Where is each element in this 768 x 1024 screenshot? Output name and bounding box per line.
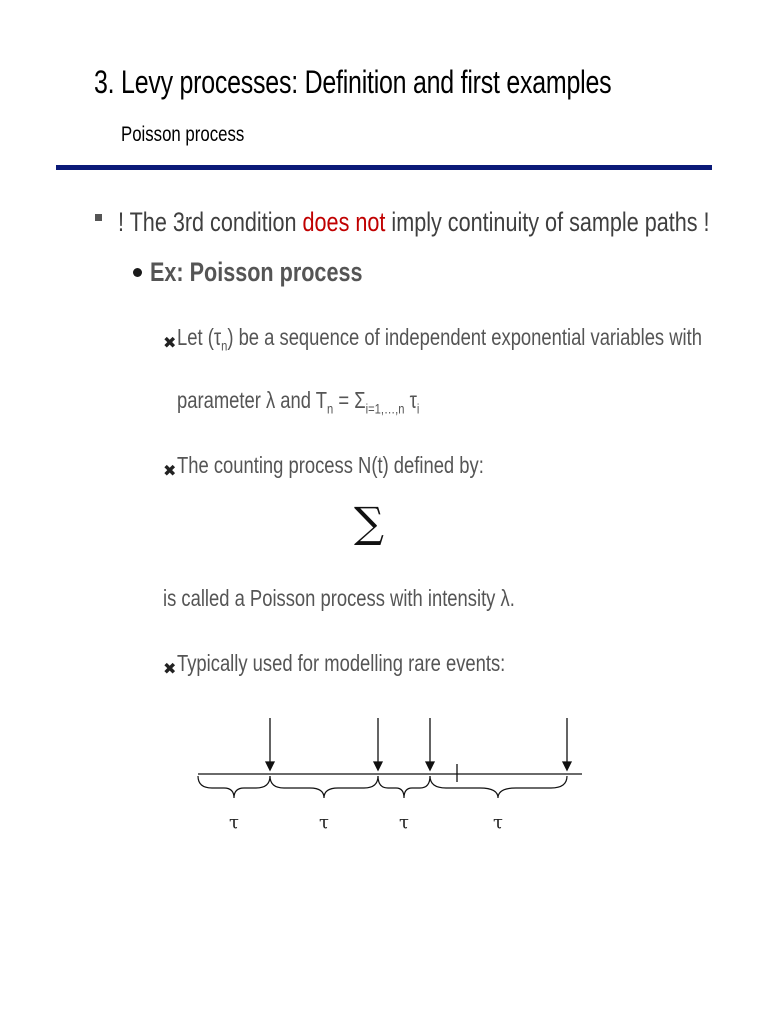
continuity-note-highlight: does not	[302, 207, 386, 237]
arrival-arrowhead	[266, 762, 274, 770]
interval-brace	[430, 776, 567, 798]
item-rare-events: Typically used for modelling rare events:	[177, 650, 506, 676]
param-sum-range: i=1,…,n	[365, 400, 405, 417]
sum-formula: ∑	[354, 498, 384, 547]
interval-label: τ	[399, 812, 409, 833]
cross-bullet-icon: ✖	[163, 463, 177, 480]
arrival-arrowhead	[374, 762, 382, 770]
example-heading: Ex: Poisson process	[150, 257, 363, 287]
interval-label: τ	[319, 812, 329, 833]
item-counting-process: The counting process N(t) defined by:	[177, 452, 484, 478]
param-text: parameter λ and T	[177, 387, 328, 413]
square-bullet-icon	[95, 214, 102, 221]
interval-label: τ	[229, 812, 239, 833]
interval-brace	[198, 776, 270, 798]
param-sum: = Σ	[333, 387, 366, 413]
seq-def-start: Let (τ	[177, 324, 222, 350]
param-tau: τ	[404, 387, 417, 413]
item-sequence-definition	[177, 324, 702, 354]
dot-bullet-icon	[133, 268, 142, 277]
arrival-arrowhead	[563, 762, 571, 770]
seq-def-subscript: n	[221, 337, 228, 354]
continuity-note-start: ! The 3rd condition	[118, 207, 303, 237]
cross-bullet-icon: ✖	[163, 661, 177, 678]
cross-bullet-icon: ✖	[163, 335, 177, 352]
arrival-timeline-diagram	[190, 710, 590, 840]
title-divider	[56, 165, 712, 170]
bullet-continuity-note	[118, 207, 710, 238]
interval-label: τ	[493, 812, 503, 833]
interval-brace	[378, 776, 430, 798]
slide-subtitle: Poisson process	[121, 123, 245, 146]
slide-title: 3. Levy processes: Definition and first examples	[94, 64, 612, 100]
poisson-definition: is called a Poisson process with intensity λ.	[163, 585, 515, 611]
continuity-note-end: imply continuity of sample paths !	[385, 207, 710, 237]
arrival-arrowhead	[426, 762, 434, 770]
param-sub-n: n	[327, 400, 334, 417]
seq-def-end: ) be a sequence of independent exponential variables with	[227, 324, 702, 350]
item-sequence-definition-cont	[177, 387, 419, 417]
param-sub-i: i	[416, 400, 420, 417]
interval-brace	[270, 776, 378, 798]
